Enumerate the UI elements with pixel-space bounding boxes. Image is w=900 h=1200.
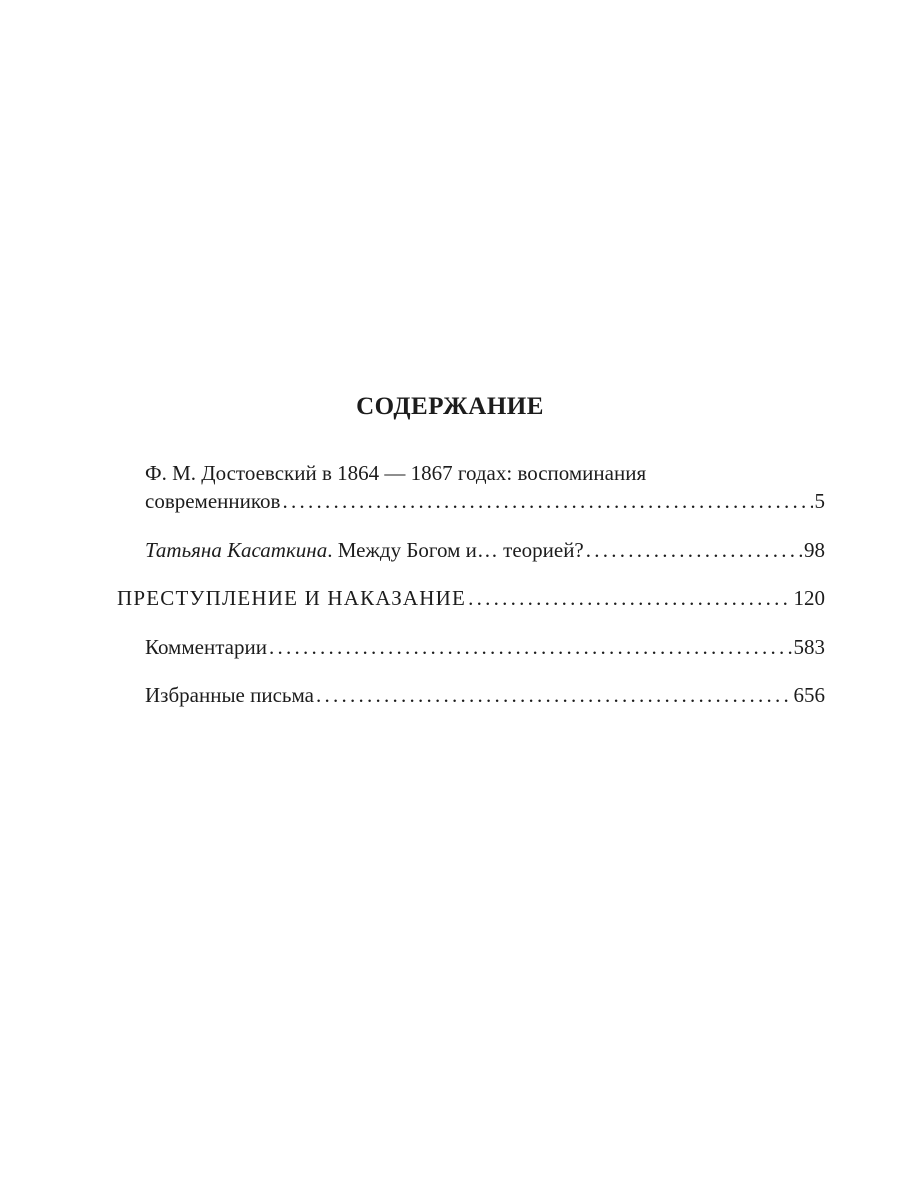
dot-leader — [282, 488, 812, 514]
toc-entry-row — [145, 488, 825, 514]
toc-entry-title: . Между Богом и… теорией? — [327, 538, 584, 562]
toc-entry-memoirs — [145, 460, 825, 514]
contents-heading: СОДЕРЖАНИЕ — [356, 393, 544, 420]
toc-entry-title: ПРЕСТУПЛЕНИЕ И НАКАЗАНИЕ — [117, 586, 467, 610]
toc-entry-row — [145, 682, 825, 708]
toc-entry-commentary — [145, 634, 825, 660]
toc-entry-title-line2: современников — [145, 489, 281, 513]
dot-leader — [316, 682, 792, 708]
toc-entry-letters — [145, 682, 825, 708]
toc-entry-author: Татьяна Касаткина — [145, 538, 328, 562]
dot-leader — [586, 537, 802, 563]
toc-entry-title: Комментарии — [145, 635, 267, 659]
toc-entry-crime-and-punishment — [117, 585, 825, 611]
toc-entry-kasatkina — [145, 537, 825, 563]
toc-entry-page: 98 — [804, 538, 825, 562]
toc-entry-row — [145, 537, 825, 563]
toc-entry-title-line1: Ф. М. Достоевский в 1864 — 1867 годах: воспоминания — [145, 461, 647, 485]
toc-entry-page: 120 — [793, 586, 825, 610]
toc-entry-page: 656 — [793, 683, 825, 707]
toc-entry-page: 583 — [793, 635, 825, 659]
dot-leader — [269, 634, 792, 660]
dot-leader — [468, 585, 791, 611]
toc-entry-title: Избранные письма — [145, 683, 314, 707]
toc-entry-row — [145, 634, 825, 660]
toc-entry-page: 5 — [814, 489, 825, 513]
toc-entry-row — [117, 585, 825, 611]
